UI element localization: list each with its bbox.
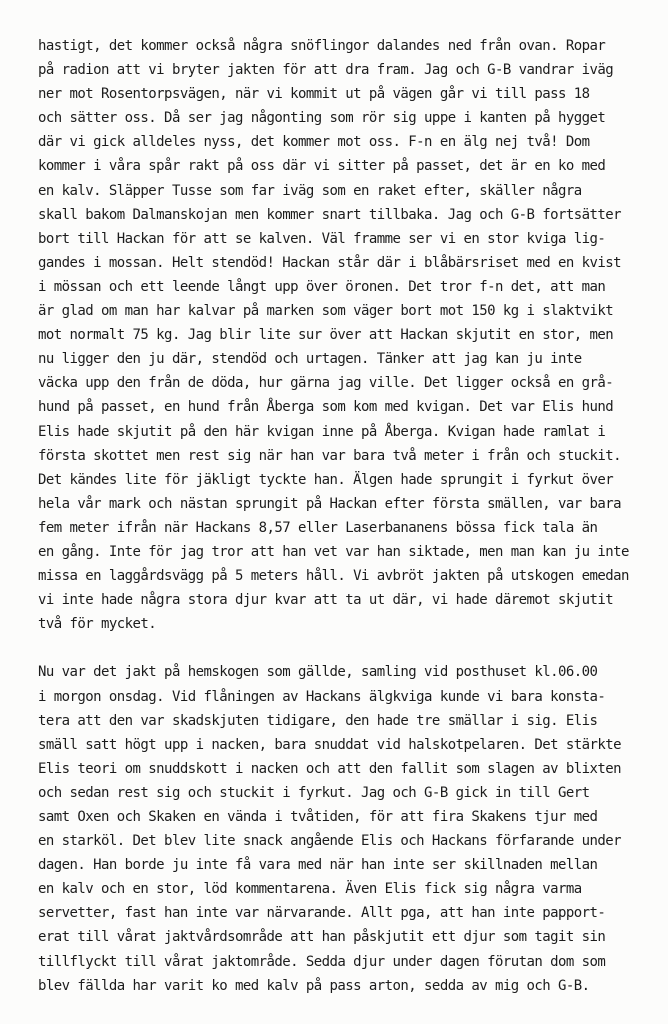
text-line: smäll satt högt upp i nacken, bara snuddat vid halskotpelaren. Det stärkte bbox=[38, 736, 622, 753]
text-line: missa en laggårdsvägg på 5 meters håll. Vi avbröt jakten på utskogen emedan bbox=[38, 568, 629, 585]
typewritten-text bbox=[38, 34, 638, 998]
text-line: en starköl. Det blev lite snack angående Elis och Hackans förfarande under bbox=[38, 833, 622, 850]
text-line: en gång. Inte för jag tror att han vet var han siktade, men man kan ju inte bbox=[38, 543, 629, 560]
text-line: samt Oxen och Skaken en vända i tvåtiden, för att fira Skakens tjur med bbox=[38, 809, 598, 825]
text-line: servetter, fast han inte var närvarande. Allt pga, att han inte papport- bbox=[38, 905, 606, 922]
text-line: gandes i mossan. Helt stendöd! Hackan står där i blåbärsriset med en kvist bbox=[38, 254, 622, 271]
text-line: blev fällda har varit ko med kalv på pass arton, sedda av mig och G-B. bbox=[38, 977, 590, 994]
text-line: Elis teori om snuddskott i nacken och att den fallit som slagen av blixten bbox=[38, 760, 622, 777]
text-line: ner mot Rosentorpsvägen, när vi kommit ut på vägen går vi till pass 18 bbox=[38, 86, 590, 103]
text-line: Det kändes lite för jäkligt tyckte han. Älgen hade sprungit i fyrkut över bbox=[38, 471, 614, 488]
paragraph-spacer bbox=[38, 636, 638, 660]
text-line: en kalv och en stor, löd kommentarena. Även Elis fick sig några varma bbox=[38, 881, 582, 898]
text-line: är glad om man har kalvar på marken som väger bort mot 150 kg i slaktvikt bbox=[38, 303, 614, 320]
text-line: tera att den var skadskjuten tidigare, den hade tre smällar i sig. Elis bbox=[38, 712, 598, 729]
text-line: Elis hade skjutit på den här kvigan inne på Åberga. Kvigan hade ramlat i bbox=[38, 423, 606, 440]
text-line: fem meter ifrån när Hackans 8,57 eller Laserbananens bössa fick tala än bbox=[38, 519, 598, 536]
text-line: första skottet men rest sig när han var bara två meter i från och stuckit. bbox=[38, 447, 622, 464]
paragraph bbox=[38, 34, 638, 636]
text-line: dagen. Han borde ju inte få vara med när han inte ser skillnaden mellan bbox=[38, 857, 598, 874]
paragraph bbox=[38, 660, 638, 997]
text-line: väcka upp den från de döda, hur gärna jag ville. Det ligger också en grå- bbox=[38, 375, 614, 392]
text-line: erat till vårat jaktvårdsområde att han påskjutit ett djur som tagit sin bbox=[38, 929, 606, 946]
text-line: nu ligger den ju där, stendöd och urtagen. Tänker att jag kan ju inte bbox=[38, 351, 582, 368]
text-line: tillflyckt till vårat jaktområde. Sedda djur under dagen förutan dom som bbox=[38, 953, 606, 970]
text-line: mot normalt 75 kg. Jag blir lite sur över att Hackan skjutit en stor, men bbox=[38, 327, 614, 344]
text-line: i morgon onsdag. Vid flåningen av Hackans älgkviga kunde vi bara konsta- bbox=[38, 688, 606, 705]
text-line: två för mycket. bbox=[38, 616, 157, 633]
text-line: kommer i våra spår rakt på oss där vi sitter på passet, det är en ko med bbox=[38, 158, 606, 175]
text-line: och sätter oss. Då ser jag någonting som rör sig uppe i kanten på hygget bbox=[38, 110, 606, 127]
text-line: hund på passet, en hund från Åberga som kom med kvigan. Det var Elis hund bbox=[38, 399, 614, 416]
text-line: och sedan rest sig och stuckit i fyrkut. Jag och G-B gick in till Gert bbox=[38, 784, 590, 801]
text-line: bort till Hackan för att se kalven. Väl framme ser vi en stor kviga lig- bbox=[38, 230, 606, 247]
text-line: skall bakom Dalmanskojan men kommer snart tillbaka. Jag och G-B fortsätter bbox=[38, 206, 622, 223]
text-line: hela vår mark och nästan sprungit på Hackan efter första smällen, var bara bbox=[38, 495, 622, 512]
text-line: en kalv. Släpper Tusse som far iväg som en raket efter, skäller några bbox=[38, 182, 582, 199]
text-line: vi inte hade några stora djur kvar att ta ut där, vi hade däremot skjutit bbox=[38, 592, 614, 609]
text-line: på radion att vi bryter jakten för att dra fram. Jag och G-B vandrar iväg bbox=[38, 62, 614, 79]
text-line: hastigt, det kommer också några snöflingor dalandes ned från ovan. Ropar bbox=[38, 38, 606, 54]
text-line: där vi gick alldeles nyss, det kommer mot oss. F-n en älg nej två! Dom bbox=[38, 134, 590, 151]
text-line: Nu var det jakt på hemskogen som gällde, samling vid posthuset kl.06.00 bbox=[38, 664, 598, 681]
text-line: i mössan och ett leende långt upp över öronen. Det tror f-n det, att man bbox=[38, 278, 606, 295]
